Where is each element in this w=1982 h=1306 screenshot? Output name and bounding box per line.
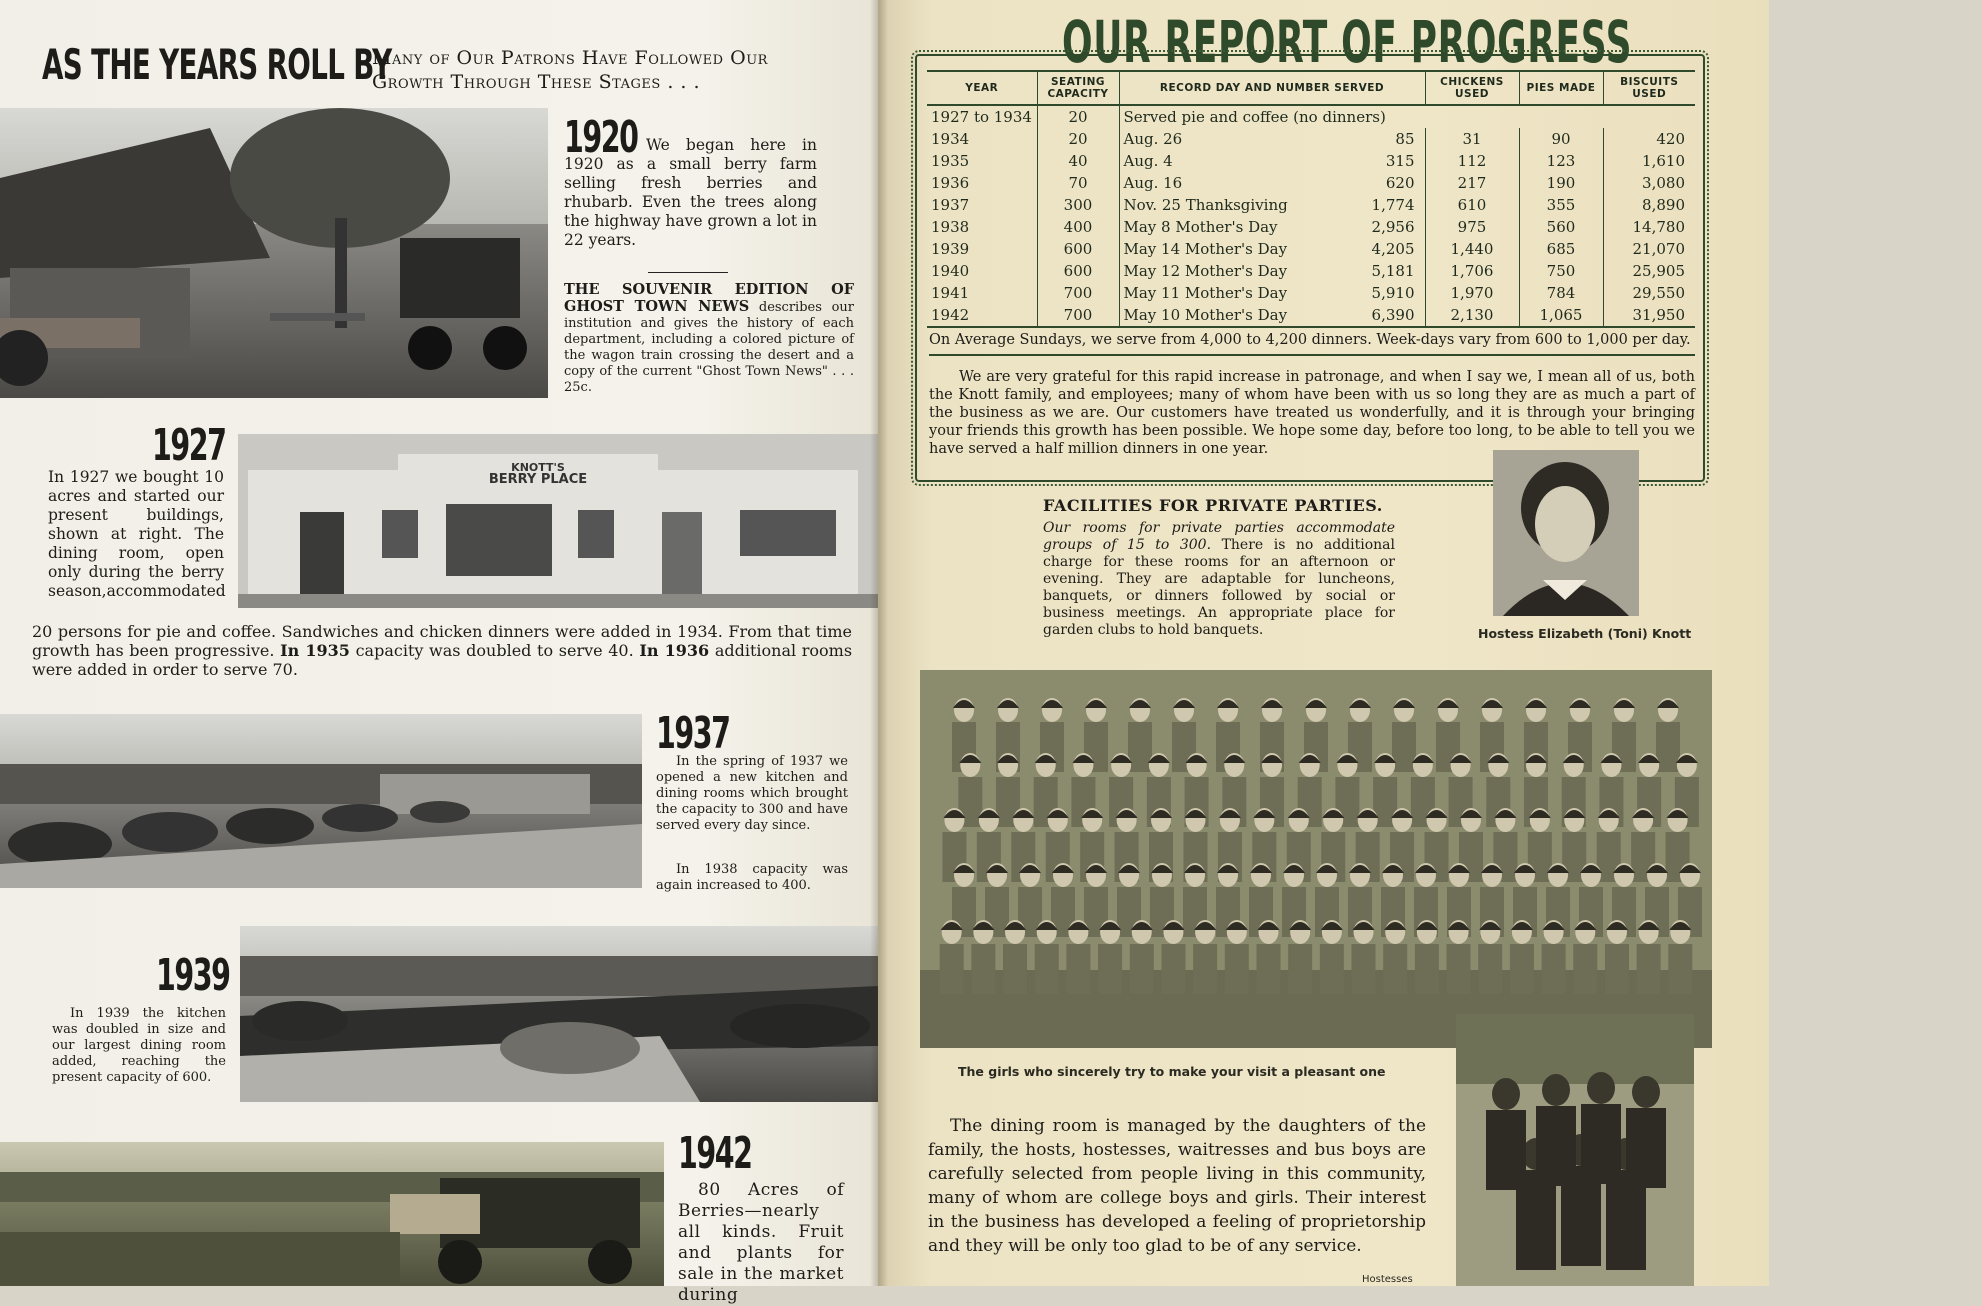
cell-chickens: 31 (1425, 128, 1519, 150)
cell-pies: 190 (1519, 172, 1603, 194)
report-table-header (927, 71, 1695, 105)
photo-1920-drawing (0, 108, 548, 398)
table-row (927, 304, 1695, 327)
cell-seating: 600 (1037, 260, 1119, 282)
cell-biscuits: 14,780 (1603, 216, 1695, 238)
facilities-paragraph (1043, 520, 1395, 639)
book-gutter (870, 0, 888, 1286)
year-1937: 1937 (656, 708, 730, 759)
text-1927-a: 20 persons for pie and coffee. Sandwiches and chicken dinners were added in 1934. From that time growth has been progressive. (32, 622, 852, 660)
report-title: OUR REPORT OF PROGRESS (1062, 8, 1633, 76)
cell-record-day: Nov. 25 Thanksgiving (1123, 196, 1288, 214)
crowd-person-body (1392, 722, 1416, 772)
cell-record (1119, 150, 1425, 172)
crowd-person-body (1573, 944, 1597, 994)
crowd-person-body (1066, 944, 1090, 994)
crowd-person-body (1510, 944, 1534, 994)
photo-1942-berry-field (0, 1142, 664, 1286)
cell-seating: 700 (1037, 304, 1119, 327)
crowd-person-body (940, 944, 964, 994)
cell-record-served: 620 (1385, 174, 1415, 192)
crowd-person-body (1352, 944, 1376, 994)
bold-1936: In 1936 (639, 641, 710, 660)
cell-record-day: May 11 Mother's Day (1123, 284, 1288, 302)
cell-chickens: 2,130 (1425, 304, 1519, 327)
photo-1937-drawing (0, 714, 642, 888)
cell-record-served: 85 (1395, 130, 1415, 148)
table-row (927, 216, 1695, 238)
cell-chickens: 1,970 (1425, 282, 1519, 304)
cell-record-day: May 12 Mother's Day (1123, 262, 1288, 280)
cell-seating: 20 (1037, 105, 1119, 128)
cell-record-day: Aug. 16 (1123, 174, 1183, 192)
cell-record (1119, 194, 1425, 216)
crowd-person-body (1193, 944, 1217, 994)
col-header-pies: PIES MADE (1519, 71, 1603, 105)
cell-record-served: 1,774 (1371, 196, 1415, 214)
crowd-person-body (1130, 944, 1154, 994)
cell-biscuits: 1,610 (1603, 150, 1695, 172)
sign-line2: BERRY PLACE (488, 472, 588, 487)
text-1920: We began here in 1920 as a small berry farm selling fresh berries and rhubarb. Even the trees along the highway have grown a lot in 22 years. (564, 136, 817, 249)
cell-record (1119, 282, 1425, 304)
photo-1927-berry-place (238, 434, 878, 608)
souvenir-bold: THE SOUVENIR EDITION OF GHOST TOWN NEWS (564, 281, 854, 315)
text-1939: In 1939 the kitchen was doubled in size and our largest dining room added, reaching the present capacity of 600. (52, 1006, 226, 1085)
cell-seating: 20 (1037, 128, 1119, 150)
cell-biscuits: 31,950 (1603, 304, 1695, 327)
facilities-italic: Our rooms for private parties accommodate groups of 15 to 300. (1043, 520, 1395, 553)
crowd-person-body (1035, 944, 1059, 994)
cell-chickens: 112 (1425, 150, 1519, 172)
text-1927-narrow: In 1927 we bought 10 acres and started our present buildings, shown at right. The dining room, open only during the berry season,accommodated (48, 468, 226, 600)
year-1920: 1920 (564, 112, 638, 163)
table-row (927, 282, 1695, 304)
left-page (0, 0, 878, 1305)
crowd-person-body (1637, 944, 1661, 994)
hostesses-caption: Hostesses (1362, 1274, 1413, 1285)
crowd-person-body (1605, 944, 1629, 994)
photo-1939-drawing (240, 926, 878, 1102)
col-header-biscuits: BISCUITS USED (1603, 71, 1695, 105)
cell-chickens: 217 (1425, 172, 1519, 194)
cell-record-day: May 14 Mother's Day (1123, 240, 1288, 258)
cell-record-served: 315 (1385, 152, 1415, 170)
cell-seating: 300 (1037, 194, 1119, 216)
crowd-person-body (1668, 944, 1692, 994)
text-1927-c: additional rooms were added in order to serve 70. (32, 641, 853, 679)
cell-biscuits: 29,550 (1603, 282, 1695, 304)
cell-record-day: Aug. 26 (1123, 130, 1183, 148)
photo-hostesses (1456, 1014, 1694, 1286)
photo-1920-fruit-stand (0, 108, 548, 398)
left-header-subtitle-line2: Growth Through These Stages . . . (372, 71, 701, 93)
portrait-drawing (1493, 450, 1639, 616)
cell-year: 1927 to 1934 (931, 108, 1032, 126)
cell-record-served: 6,390 (1371, 306, 1415, 324)
cell-record-day: May 8 Mother's Day (1123, 218, 1278, 236)
cell-record (1119, 304, 1425, 327)
table-row (927, 238, 1695, 260)
cell-year: 1940 (931, 262, 970, 280)
dining-room-paragraph: The dining room is managed by the daughters of the family, the hosts, hostesses, waitresses and bus boys are carefully selected from people living in this community, many of whom are college boys and girls. Their interest in the business has developed a feeling of proprietorship and they will be only too glad to be of any service. (928, 1116, 1426, 1256)
cell-year: 1935 (931, 152, 970, 170)
cell-biscuits: 420 (1603, 128, 1695, 150)
cell-record (1119, 172, 1425, 194)
text-1927-wide (32, 622, 852, 679)
cell-seating: 600 (1037, 238, 1119, 260)
cell-biscuits: 8,890 (1603, 194, 1695, 216)
report-table-box (915, 54, 1705, 482)
cell-biscuits: 3,080 (1603, 172, 1695, 194)
cell-pies: 560 (1519, 216, 1603, 238)
crowd-person-body (1542, 944, 1566, 994)
cell-seating: 40 (1037, 150, 1119, 172)
girls-caption: The girls who sincerely try to make your visit a pleasant one (958, 1064, 1386, 1079)
souvenir-text: describes our institution and gives the history of each department, including a colored picture of the wagon train crossing the desert and a copy of the current "Ghost Town News" . . . 25c. (564, 300, 854, 395)
crowd-person-body (1288, 944, 1312, 994)
table-row (927, 105, 1695, 128)
photo-hostess-portrait (1493, 450, 1639, 616)
cell-pies: 1,065 (1519, 304, 1603, 327)
col-header-seating: SEATING CAPACITY (1037, 71, 1119, 105)
cell-chickens: 1,440 (1425, 238, 1519, 260)
average-sundays-note: On Average Sundays, we serve from 4,000 to 4,200 dinners. Week-days vary from 600 to 1,000 per day. (929, 332, 1695, 356)
year-1927: 1927 (152, 420, 226, 471)
cell-record: Served pie and coffee (no dinners) (1119, 105, 1695, 128)
report-table (927, 70, 1695, 328)
cell-year: 1939 (931, 240, 970, 258)
table-row (927, 194, 1695, 216)
facilities-title: FACILITIES FOR PRIVATE PARTIES. (1043, 496, 1383, 515)
left-header-title: AS THE YEARS ROLL BY (42, 40, 392, 89)
sign-line1: KNOTT'S (511, 461, 565, 474)
crowd-person-body (1478, 944, 1502, 994)
cell-record-served: 5,910 (1371, 284, 1415, 302)
crowd-person-body (1225, 944, 1249, 994)
cell-pies: 90 (1519, 128, 1603, 150)
photo-1937-parking-lot (0, 714, 642, 888)
cell-year: 1936 (931, 174, 970, 192)
hostesses-drawing (1456, 1014, 1694, 1286)
cell-seating: 70 (1037, 172, 1119, 194)
col-header-year: YEAR (927, 71, 1037, 105)
crowd-person-body (1256, 944, 1280, 994)
cell-year: 1937 (931, 196, 970, 214)
table-row (927, 128, 1695, 150)
crowd-person-body (1320, 944, 1344, 994)
left-header-subtitle (372, 46, 768, 94)
bold-1935: In 1935 (280, 641, 350, 660)
facilities-text: There is no additional charge for these rooms for an afternoon or evening. They are adaptable for luncheons, banquets, or dinners followed by social or business meetings. An appropriate place for garden clubs to hold banquets. (1043, 537, 1395, 638)
cell-record-served: 4,205 (1371, 240, 1415, 258)
col-header-chickens: CHICKENS USED (1425, 71, 1519, 105)
table-row (927, 150, 1695, 172)
group-photo-drawing (920, 670, 1712, 1048)
crowd-person-body (1447, 944, 1471, 994)
cell-biscuits: 21,070 (1603, 238, 1695, 260)
grateful-paragraph: We are very grateful for this rapid increase in patronage, and when I say we, I mean all of us, both the Knott family, and employees; many of whom have been with us so long they are as much a part of the business as we are. Our customers have treated us wonderfully, and it is through your bringing your friends this growth has been possible. We hope some day, before too long, to be able to tell you we have served a half million dinners in one year. (929, 369, 1695, 457)
berry-place-sign (438, 462, 638, 486)
crowd-person-body (1383, 944, 1407, 994)
crowd-person-body (1128, 722, 1152, 772)
col-header-record: RECORD DAY AND NUMBER SERVED (1119, 71, 1425, 105)
crowd-person-body (971, 944, 995, 994)
cell-record (1119, 216, 1425, 238)
text-1937-a: In the spring of 1937 we opened a new kitchen and dining rooms which brought the capacity to 300 and have served every day since. (656, 754, 848, 833)
cell-record (1119, 128, 1425, 150)
cell-record (1119, 260, 1425, 282)
crowd-person-body (1415, 944, 1439, 994)
cell-chickens: 975 (1425, 216, 1519, 238)
crowd-person-body (1161, 944, 1185, 994)
year-1939: 1939 (156, 950, 230, 1001)
cell-chickens: 610 (1425, 194, 1519, 216)
cell-pies: 685 (1519, 238, 1603, 260)
text-1942: 80 Acres of Berries—nearly all kinds. Fruit and plants for sale in the market during (678, 1180, 844, 1305)
cell-year: 1941 (931, 284, 970, 302)
crowd-person-body (1098, 944, 1122, 994)
cell-seating: 400 (1037, 216, 1119, 238)
text-1937-b: In 1938 capacity was again increased to 400. (656, 862, 848, 893)
left-header-subtitle-line1: Many of Our Patrons Have Followed Our (372, 47, 768, 69)
photo-girls-group (920, 670, 1712, 1048)
year-1942: 1942 (678, 1128, 752, 1179)
table-row (927, 260, 1695, 282)
divider-1920 (648, 272, 728, 273)
cell-record-day: Aug. 4 (1123, 152, 1173, 170)
cell-pies: 123 (1519, 150, 1603, 172)
cell-year: 1934 (931, 130, 970, 148)
crowd-person-body (1003, 944, 1027, 994)
cell-year: 1938 (931, 218, 970, 236)
cell-pies: 355 (1519, 194, 1603, 216)
text-1927-b: capacity was doubled to serve 40. (355, 641, 634, 660)
cell-record-day: May 10 Mother's Day (1123, 306, 1288, 324)
cell-biscuits: 25,905 (1603, 260, 1695, 282)
cell-record-served: 2,956 (1371, 218, 1415, 236)
cell-seating: 700 (1037, 282, 1119, 304)
photo-1939-parking-lot (240, 926, 878, 1102)
crowd-person-body (1656, 722, 1680, 772)
hostess-caption: Hostess Elizabeth (Toni) Knott (1478, 626, 1692, 641)
photo-1942-drawing (0, 1142, 664, 1286)
cell-year: 1942 (927, 304, 1037, 327)
cell-pies: 784 (1519, 282, 1603, 304)
table-row (927, 172, 1695, 194)
cell-record-served: 5,181 (1371, 262, 1415, 280)
cell-pies: 750 (1519, 260, 1603, 282)
cell-chickens: 1,706 (1425, 260, 1519, 282)
souvenir-paragraph (564, 282, 854, 396)
cell-record (1119, 238, 1425, 260)
